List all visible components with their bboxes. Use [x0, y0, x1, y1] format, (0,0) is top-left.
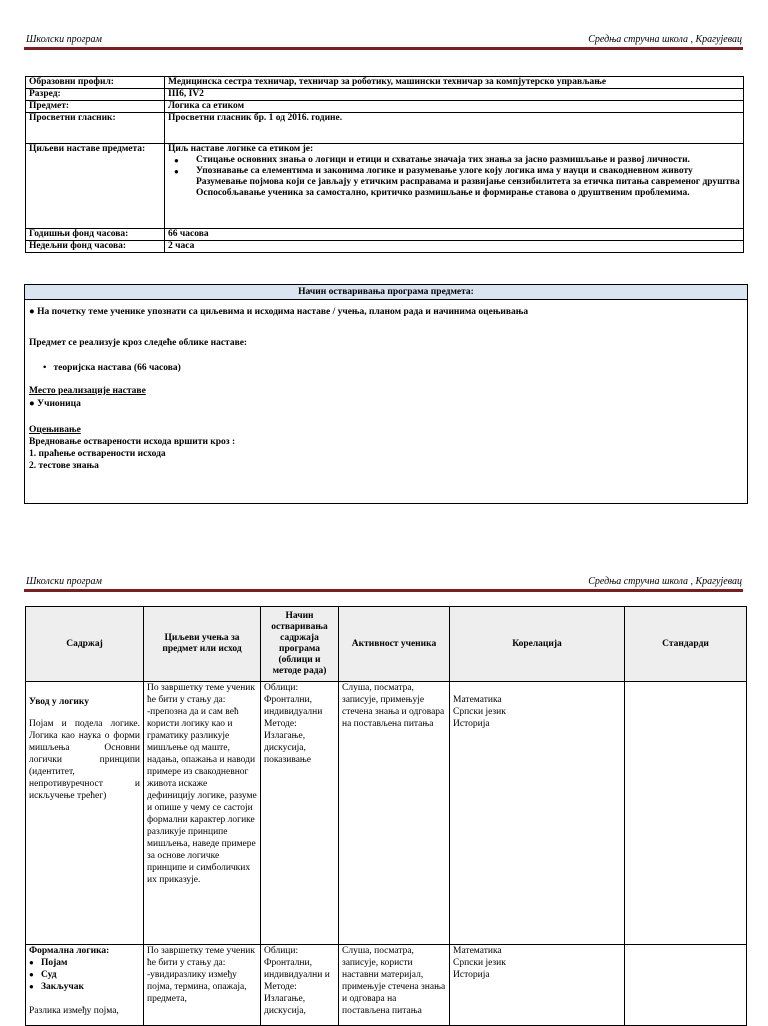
table-header-row	[26, 607, 747, 682]
gazette-label: Просветни гласник:	[26, 113, 165, 144]
list-item: ● Суд	[29, 969, 140, 981]
gazette-value: Просветни гласник бр. 1 од 2016. године.	[165, 113, 744, 144]
activity-cell: Слуша, посматра, записује, примењује стечена знања и одговара на постављена питања	[339, 682, 450, 945]
table-row	[26, 89, 744, 101]
goals-list	[168, 155, 740, 199]
realization-box	[24, 284, 748, 504]
table-row	[26, 77, 744, 89]
correlation-cell	[450, 945, 625, 1026]
table-row	[26, 101, 744, 113]
profile-label: Образовни профил:	[26, 77, 165, 89]
topic-content: Разлика између појма,	[29, 1006, 119, 1016]
weekly-hours-label: Недељни фонд часова:	[26, 241, 165, 253]
realization-title: Начин остваривања програма предмета:	[25, 285, 747, 300]
theory-teaching: • теоријска настава (66 часова)	[43, 363, 181, 373]
grade-value: III6, IV2	[165, 89, 744, 101]
subject-label: Предмет:	[26, 101, 165, 113]
realization-intro: ● На почетку теме ученике упознати са циљевима и исходима наставе / учења, планом рада и начинима оцењивања	[29, 307, 529, 317]
column-header: Садржај	[26, 607, 144, 682]
place-value: ● Учионица	[29, 399, 81, 409]
header-school-name: Средња стручна школа , Крагујевац	[588, 34, 742, 45]
goals-cell: По завршетку теме ученик ће бити у стању да: -препозна да и сам већ користи логику као и граматику разликује мишљење од маште, надања, опажања и наводи примере из свакодневног живота искаже дефиницију логике, разуме и опише у чему се састоји формални карактер логике разликује принципе мишљења, наведе примере за основе логичке принципе и симболичких их приказује.	[144, 682, 261, 945]
header-rule	[24, 589, 743, 592]
grading-item: 2. тестове знања	[29, 461, 99, 471]
place-title: Место реализације наставе	[29, 386, 146, 396]
content-cell	[26, 682, 144, 945]
topic-title: Формална логика:	[29, 946, 110, 956]
grading-title: Оцењивање	[29, 425, 81, 435]
column-header: Стандарди	[625, 607, 747, 682]
correlation-cell	[450, 682, 625, 945]
table-row	[26, 144, 744, 229]
goals-label: Циљеви наставе предмета:	[26, 144, 165, 229]
header-school-program: Школски програм	[26, 576, 102, 587]
content-cell	[26, 945, 144, 1026]
column-header: Циљеви учења за предмет или исход	[144, 607, 261, 682]
annual-hours-label: Годишњи фонд часова:	[26, 229, 165, 241]
correlation-list: Математика Српски језик Историја	[453, 946, 506, 980]
table-row	[26, 945, 747, 1026]
grade-label: Разред:	[26, 89, 165, 101]
list-item: ● Закључак	[29, 981, 140, 993]
grading-item: 1. праћење остварености исхода	[29, 449, 166, 459]
topic-content: Појам и подела логике. Логика као наука о форми мишљења Основни логички принципи (идентитет, непротивуречност и искључење трећег)	[29, 719, 140, 801]
course-info-table	[25, 76, 744, 253]
methods-cell: Облици: Фронтални, индивидуални и Методе: Излагање, дискусија,	[261, 945, 339, 1026]
methods-cell: Облици: Фронтални, индивидуални Методе: Излагање, дискусија, показивање	[261, 682, 339, 945]
profile-value: Медицинска сестра техничар, техничар за роботику, машински техничар за компјутерско управљање	[165, 77, 744, 89]
goals-cell: По завршетку теме ученик ће бити у стању да: -увидиразлику између појма, термина, опажаја, предмета,	[144, 945, 261, 1026]
list-item: ● Стицање основних знања о логици и етици и схватање значаја тих знања за јасно размишљање и развој личности.	[182, 155, 740, 166]
column-header: Активност ученика	[339, 607, 450, 682]
column-header: Корелација	[450, 607, 625, 682]
curriculum-table	[25, 606, 747, 1026]
table-row	[26, 241, 744, 253]
list-item: ● Упознавање са елементима и законима логике и разумевање улоге коју логика има у науци и свакодневном животу Разумевање појмова који се јављају у етичким расправама и развијање сензибилитета за етичка питања савременог друштва Оспособљавање ученика за самостално, критичко размишљање и формирање ставова о друштвеним проблемима.	[182, 166, 740, 199]
table-row	[26, 113, 744, 144]
grading-intro: Вредновање остварености исхода вршити кроз :	[29, 437, 236, 447]
table-row	[26, 682, 747, 945]
list-item: ● Појам	[29, 957, 140, 969]
weekly-hours-value: 2 часа	[165, 241, 744, 253]
correlation-list: Математика Српски језик Историја	[453, 695, 506, 729]
standards-cell	[625, 945, 747, 1026]
topic-items	[29, 957, 140, 993]
subject-value: Логика са етиком	[165, 101, 744, 113]
header-school-name: Средња стручна школа , Крагујевац	[588, 576, 742, 587]
goals-intro: Циљ наставе логике са етиком је:	[168, 144, 314, 154]
column-header: Начин остваривања садржаја програма (облици и методе рада)	[261, 607, 339, 682]
teaching-forms: Предмет се реализује кроз следеће облике наставе:	[29, 338, 248, 348]
header-school-program: Школски програм	[26, 34, 102, 45]
header-rule	[24, 47, 743, 50]
goals-cell	[165, 144, 744, 229]
table-row	[26, 229, 744, 241]
standards-cell	[625, 682, 747, 945]
topic-title: Увод у логику	[29, 697, 89, 707]
activity-cell: Слуша, посматра, записује, користи наставни материјал, примењује стечена знања и одговара на постављена питања	[339, 945, 450, 1026]
annual-hours-value: 66 часова	[165, 229, 744, 241]
